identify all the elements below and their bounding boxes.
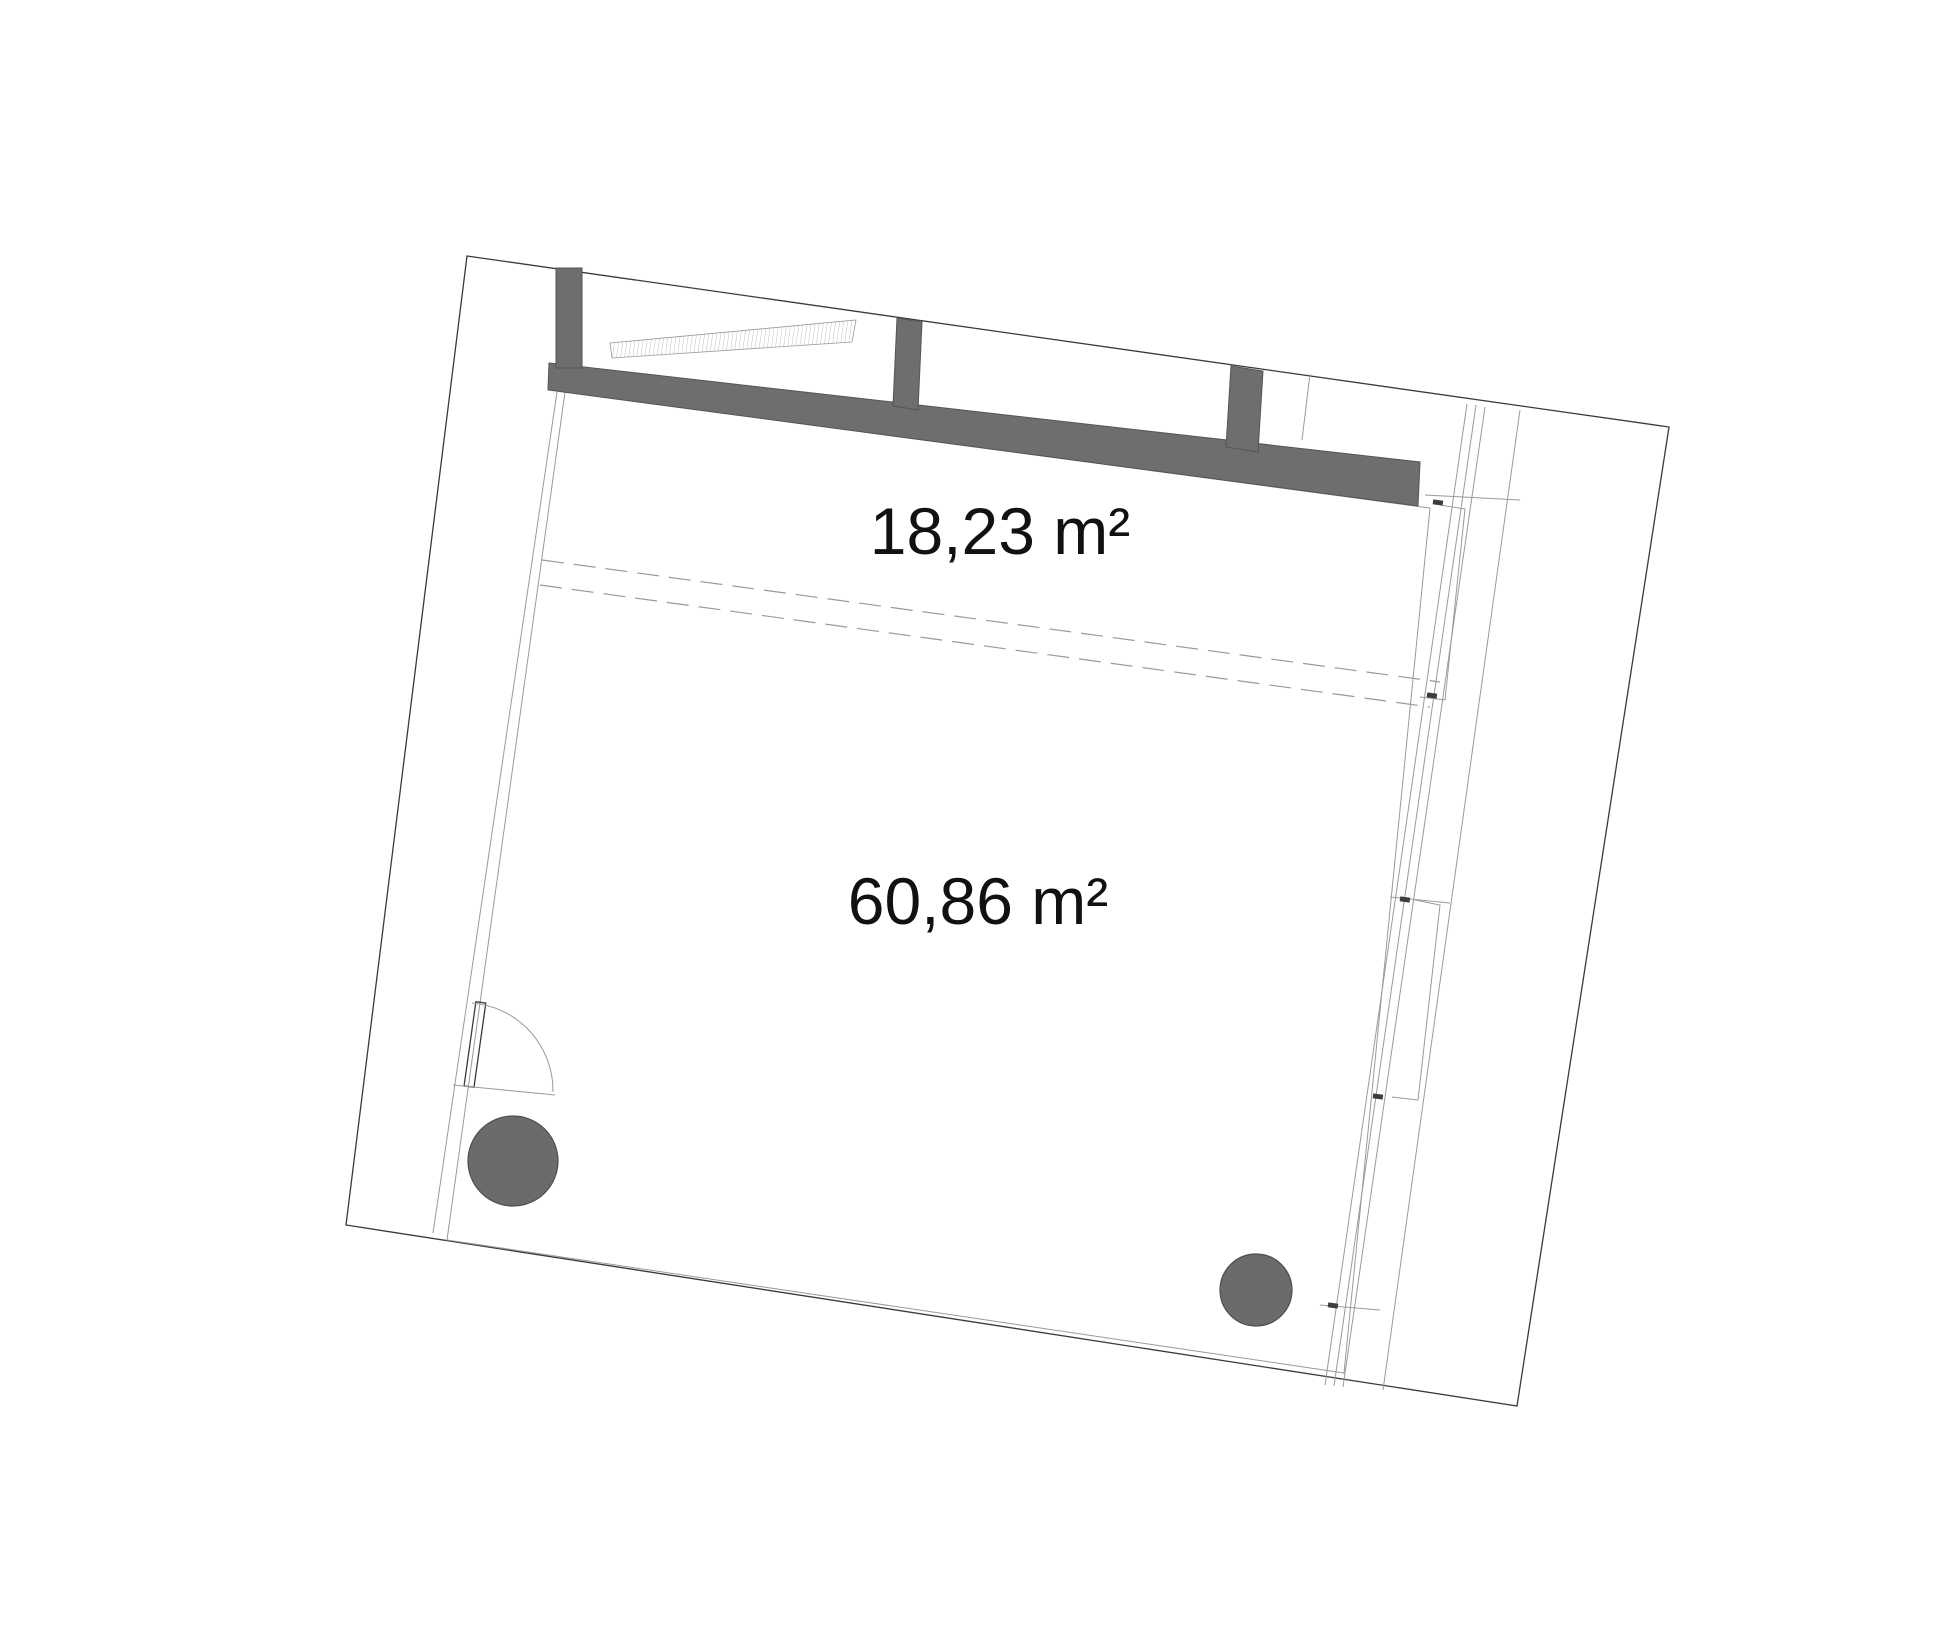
door	[453, 1002, 555, 1095]
wall-band	[548, 268, 1420, 506]
column-left	[468, 1116, 558, 1206]
area-label-upper: 18,23 m²	[869, 494, 1131, 568]
column-right	[1220, 1254, 1292, 1326]
area-label-main: 60,86 m²	[847, 864, 1109, 938]
overhead-dashed-line	[540, 560, 1440, 707]
room-inner-line	[433, 392, 557, 1233]
facade-strip	[1302, 374, 1520, 1390]
